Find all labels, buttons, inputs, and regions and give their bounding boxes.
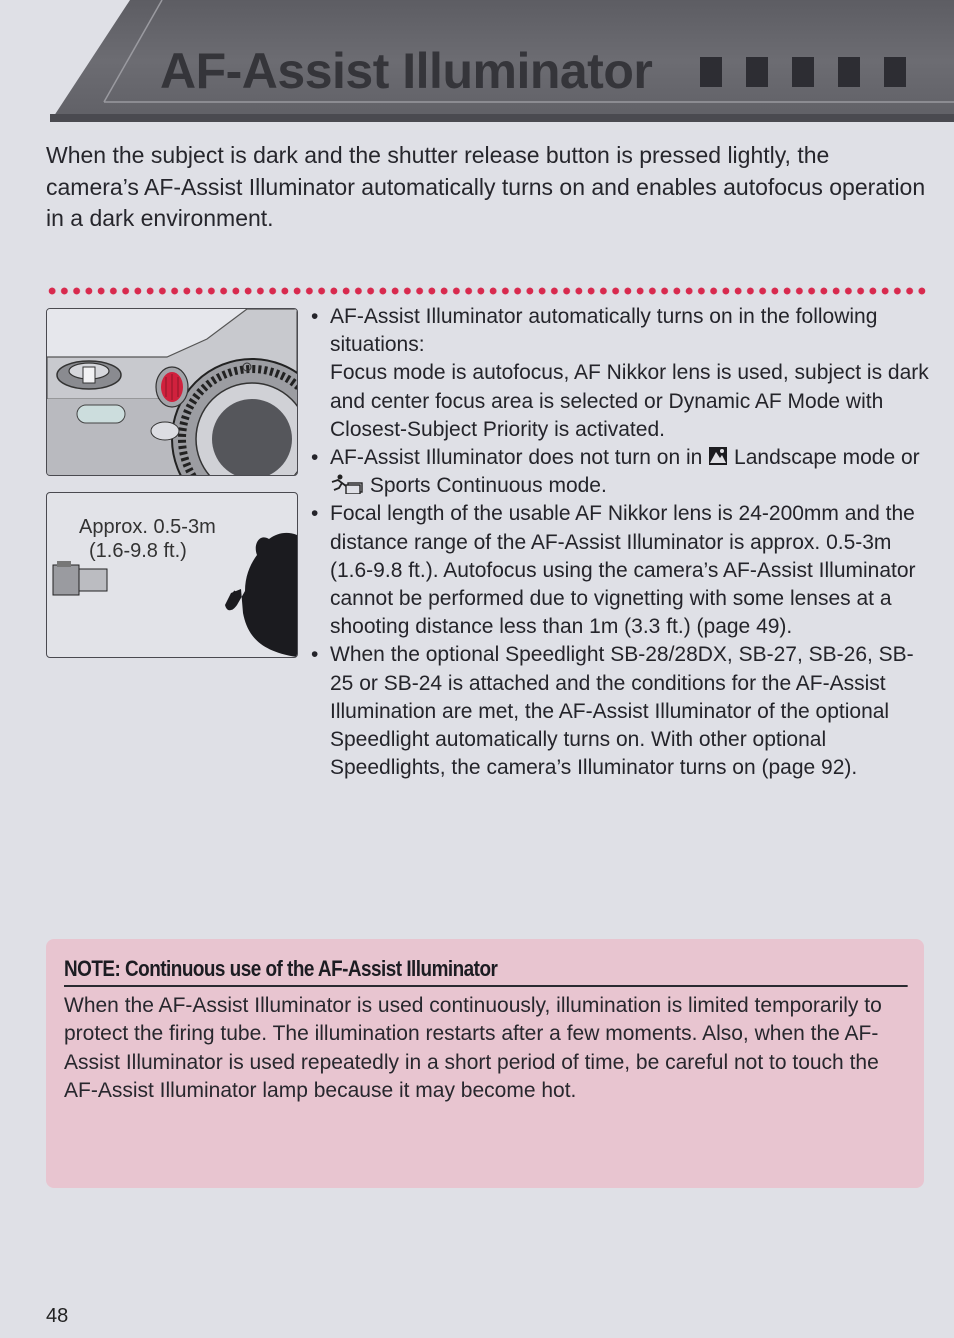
intro-paragraph: When the subject is dark and the shutter release button is pressed lightly, the camera’s AF-Assist Illuminator automatically turns on and enables autofocus operation in a dark environment.: [46, 142, 926, 231]
page-header: [0, 0, 954, 122]
landscape-mode-icon: [708, 446, 728, 466]
list-item: • AF-Assist Illuminator does not turn on in Landscape mode or Sports Continuous mode.: [310, 444, 930, 500]
note-box: [46, 939, 924, 1188]
distance-illustration: [46, 492, 298, 658]
title-decoration-blocks: [700, 57, 930, 87]
page-number: 48: [46, 1305, 69, 1327]
note-body: When the AF-Assist Illuminator is used continuously, illumination is limited temporarily to protect the firing tube. The illumination restarts after a few moments. Also, when the AF-Assist Illuminator is used repeatedly in a short period of time, be careful not to touch the AF-Assist Illuminator lamp because it may become hot.: [64, 994, 882, 1103]
bullet-list: [310, 303, 930, 782]
camera-and-person-drawing: [47, 493, 297, 657]
list-item: • Focal length of the usable AF Nikkor lens is 24-200mm and the distance range of the AF-Assist Illuminator is approx. 0.5-3m (1.6-9.8 ft.). Autofocus using the camera’s AF-Assist Illuminator cannot be performed due to vignetting with some lenses at a shooting distance less than 1m (3.3 ft.) (page 49).: [310, 500, 930, 641]
dotted-divider: [46, 286, 928, 296]
sports-continuous-icon: [330, 474, 364, 494]
list-item: • AF-Assist Illuminator automatically turns on in the following situations: Focus mode is autofocus, AF Nikkor lens is used, subject is dark and center focus area is selected or Dynamic AF Mode with Closest-Subject Priority is activated.: [310, 303, 930, 444]
page-title: AF-Assist Illuminator: [160, 43, 653, 99]
list-item: • When the optional Speedlight SB-28/28DX, SB-27, SB-26, SB-25 or SB-24 is attached and the conditions for the AF-Assist Illumination are met, the AF-Assist Illuminator of the optional Speedlight automatically turns on. With other optional Speedlights, the camera’s Illuminator turns on (page 92).: [310, 641, 930, 782]
distance-imperial: (1.6-9.8 ft.): [89, 540, 187, 562]
camera-illustration: [46, 308, 298, 476]
note-heading: NOTE: Continuous use of the AF-Assist Illuminator: [64, 956, 908, 987]
distance-metric: Approx. 0.5-3m: [79, 516, 216, 538]
